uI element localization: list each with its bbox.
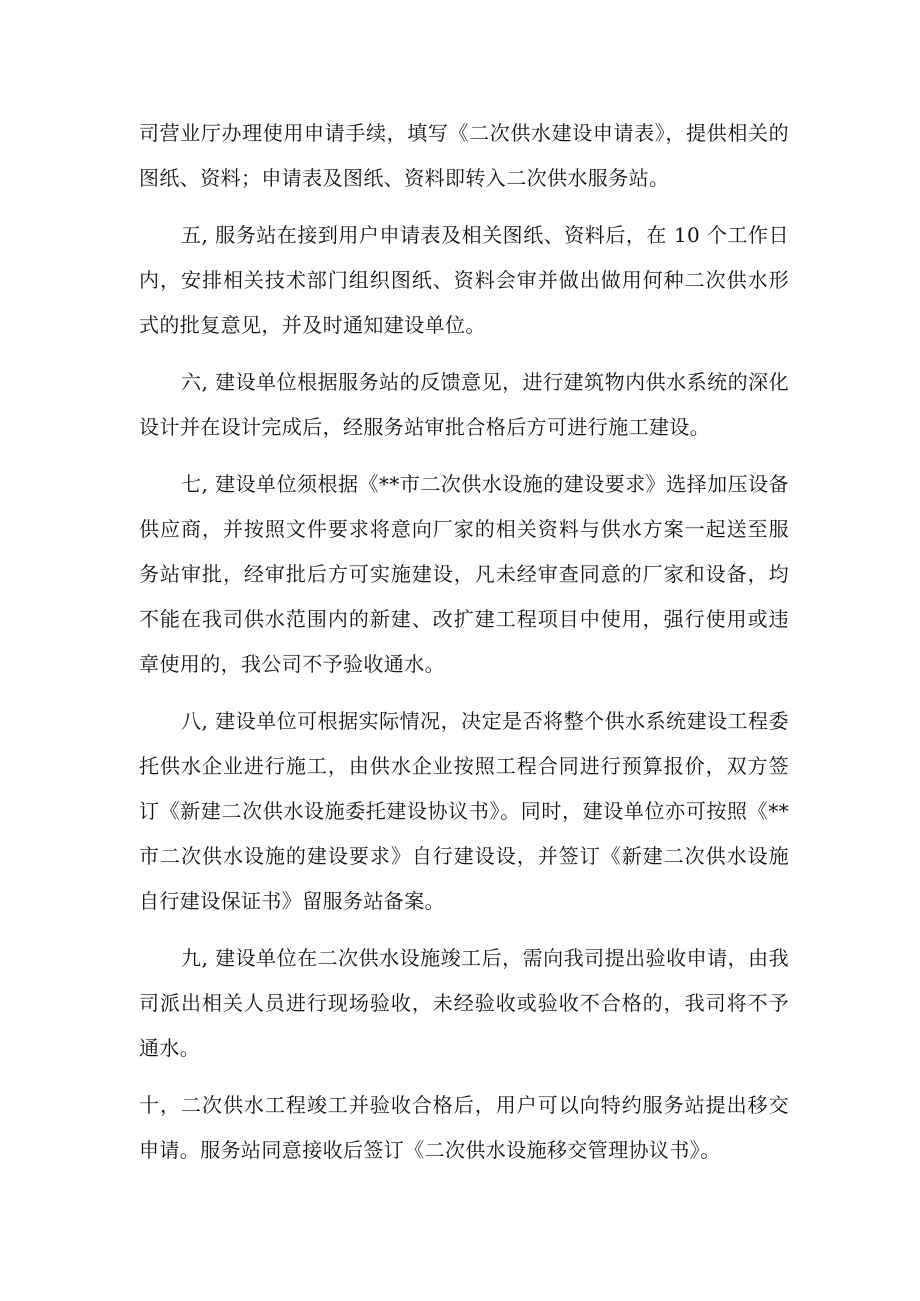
paragraph-item-10: 十，二次供水工程竣工并验收合格后，用户可以向特约服务站提出移交申请。服务站同意接收后签订《二次供水设施移交管理协议书》。 xyxy=(139,1093,789,1162)
paragraph-item-9: 九, 建设单位在二次供水设施竣工后，需向我司提出验收申请，由我司派出相关人员进行现场验收，未经验收或验收不合格的，我司将不予通水。 xyxy=(139,946,789,1060)
paragraph-item-5: 五, 服务站在接到用户申请表及相关图纸、资料后，在 10 个工作日内，安排相关技术部门组织图纸、资料会审并做出做用何种二次供水形式的批复意见，并及时通知建设单位。 xyxy=(139,223,789,337)
paragraph-item-8: 八, 建设单位可根据实际情况，决定是否将整个供水系统建设工程委托供水企业进行施工，由供水企业按照工程合同进行预算报价，双方签订《新建二次供水设施委托建设协议书》。同时，建设单位亦可按照《**市二次供水设施的建设要求》自行建设设，并签订《新建二次供水设施自行建设保证书》留服务站备案。 xyxy=(139,709,789,913)
paragraph-continuation: 司营业厅办理使用申请手续，填写《二次供水建设申请表》，提供相关的图纸、资料；申请表及图纸、资料即转入二次供水服务站。 xyxy=(139,121,789,190)
paragraph-item-7: 七, 建设单位须根据《**市二次供水设施的建设要求》选择加压设备供应商，并按照文件要求将意向厂家的相关资料与供水方案一起送至服务站审批，经审批后方可实施建设，凡未经审查同意的厂家和设备，均不能在我司供水范围内的新建、改扩建工程项目中使用，强行使用或违章使用的，我公司不予验收通水。 xyxy=(139,472,789,676)
paragraph-item-6: 六, 建设单位根据服务站的反馈意见，进行建筑物内供水系统的深化设计并在设计完成后，经服务站审批合格后方可进行施工建设。 xyxy=(139,370,789,439)
document-body xyxy=(139,111,789,1173)
